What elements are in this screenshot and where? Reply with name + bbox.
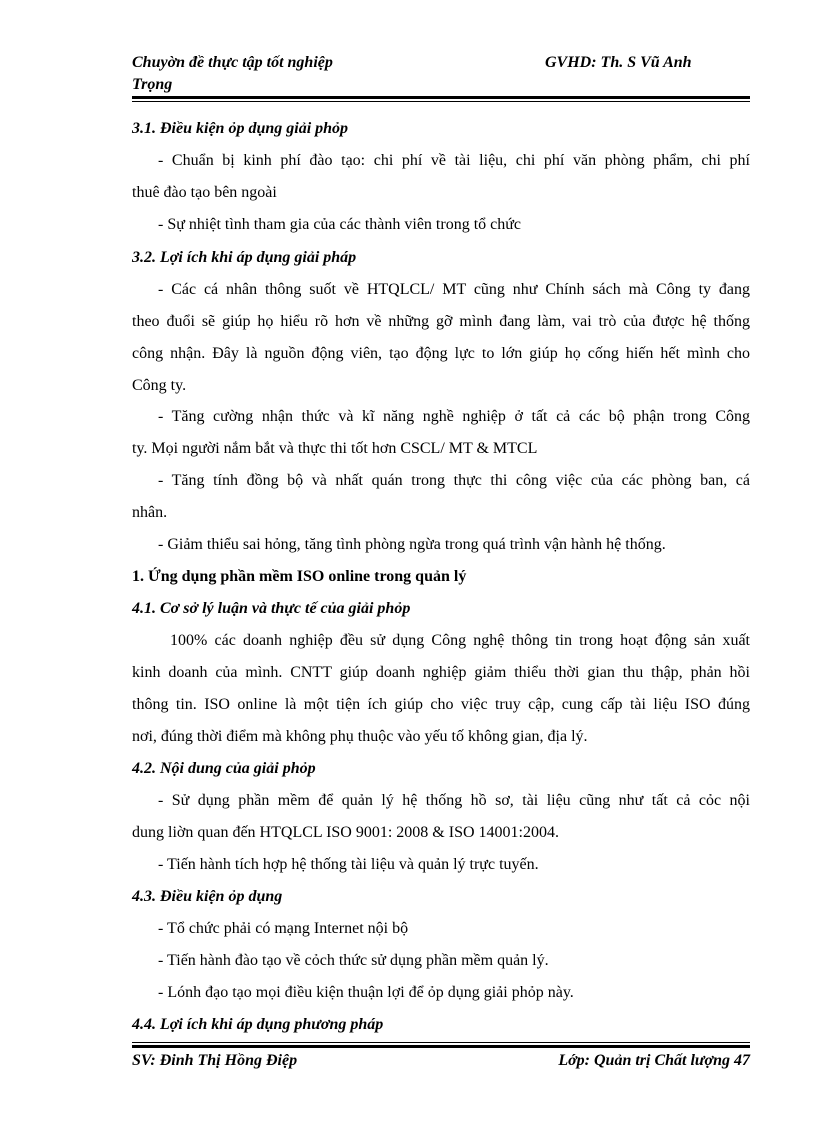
paragraph-line: thông tin. ISO online là một tiện ích giúp cho việc truy cập, cung cấp tài liệu ISO đúng [132, 696, 750, 713]
paragraph-line: dung liờn quan đến HTQLCL ISO 9001: 2008 & ISO 14001:2004. [132, 824, 559, 841]
paragraph-line: nơi, đúng thời điểm mà không phụ thuộc vào yếu tố không gian, địa lý. [132, 728, 588, 745]
paragraph-line: - Sử dụng phần mềm để quản lý hệ thống hồ sơ, tài liệu cũng như tất cả cỏc nội [158, 792, 750, 809]
paragraph-line: - Các cá nhân thông suốt về HTQLCL/ MT cũng như Chính sách mà Công ty đang [158, 281, 750, 298]
paragraph-line: - Tăng tính đồng bộ và nhất quán trong thực thi công việc của các phòng ban, cá [158, 472, 750, 489]
paragraph-line: nhân. [132, 504, 168, 521]
header-document-title [132, 52, 333, 96]
paragraph-line: thuê đào tạo bên ngoài [132, 184, 277, 201]
section-4-1-heading: 4.1. Cơ sở lý luận và thực tế của giải phỏp [132, 600, 411, 617]
section-3-1-heading: 3.1. Điều kiện ỏp dụng giải phỏp [132, 120, 349, 137]
paragraph-line: - Tiến hành tích hợp hệ thống tài liệu và quản lý trực tuyến. [158, 856, 539, 873]
section-4-4-heading: 4.4. Lợi ích khi áp dụng phương pháp [132, 1016, 384, 1033]
paragraph-line: kinh doanh của mình. CNTT giúp doanh nghiệp giảm thiểu thời gian thu thập, phản hồi [132, 664, 750, 681]
paragraph-line: theo đuổi sẽ giúp họ hiểu rõ hơn về những gỡ mình đang làm, vai trò của được hệ thống [132, 313, 750, 330]
section-4-3-heading: 4.3. Điều kiện ỏp dụng [132, 888, 283, 905]
section-4-2-heading: 4.2. Nội dung của giải phỏp [132, 760, 316, 777]
paragraph-line: - Chuẩn bị kinh phí đào tạo: chi phí về tài liệu, chi phí văn phòng phẩm, chi phí [158, 152, 750, 169]
header-supervisor: GVHD: Th. S Vũ Anh [545, 54, 692, 71]
header-rule-thick [132, 96, 750, 99]
paragraph-line: - Giảm thiểu sai hỏng, tăng tình phòng ngừa trong quá trình vận hành hệ thống. [158, 536, 666, 553]
header-title-line1: Chuyờn đề thực tập tốt nghiệp [132, 54, 333, 71]
paragraph-line: công nhận. Đây là nguồn động viên, tạo động lực to lớn giúp họ cống hiến hết mình cho [132, 345, 750, 362]
footer-student-name: SV: Đinh Thị Hồng Điệp [132, 1052, 298, 1069]
paragraph-line: 100% các doanh nghiệp đều sử dụng Công nghệ thông tin trong hoạt động sản xuất [170, 632, 750, 649]
paragraph-line: - Tăng cường nhận thức và kĩ năng nghề nghiệp ở tất cả các bộ phận trong Công [158, 408, 750, 425]
footer-class-name: Lớp: Quản trị Chất lượng 47 [558, 1052, 750, 1069]
section-3-2-heading: 3.2. Lợi ích khi áp dụng giải pháp [132, 249, 357, 266]
footer-rule-thin [132, 1042, 750, 1043]
paragraph-line: - Sự nhiệt tình tham gia của các thành viên trong tổ chức [158, 216, 522, 233]
paragraph-line: - Tổ chức phải có mạng Internet nội bộ [158, 920, 409, 937]
paragraph-line: - Tiến hành đào tạo về cỏch thức sử dụng phần mềm quản lý. [158, 952, 549, 969]
header-rule-thin [132, 101, 750, 102]
paragraph-line: ty. Mọi người nắm bắt và thực thi tốt hơn CSCL/ MT & MTCL [132, 440, 538, 457]
header-title-line2: Trọng [132, 76, 173, 93]
footer-rule-thick [132, 1045, 750, 1048]
paragraph-line: Công ty. [132, 377, 187, 394]
paragraph-line: - Lónh đạo tạo mọi điều kiện thuận lợi để ỏp dụng giải phỏp này. [158, 984, 574, 1001]
section-1-heading: 1. Ứng dụng phần mềm ISO online trong quản lý [132, 568, 467, 585]
